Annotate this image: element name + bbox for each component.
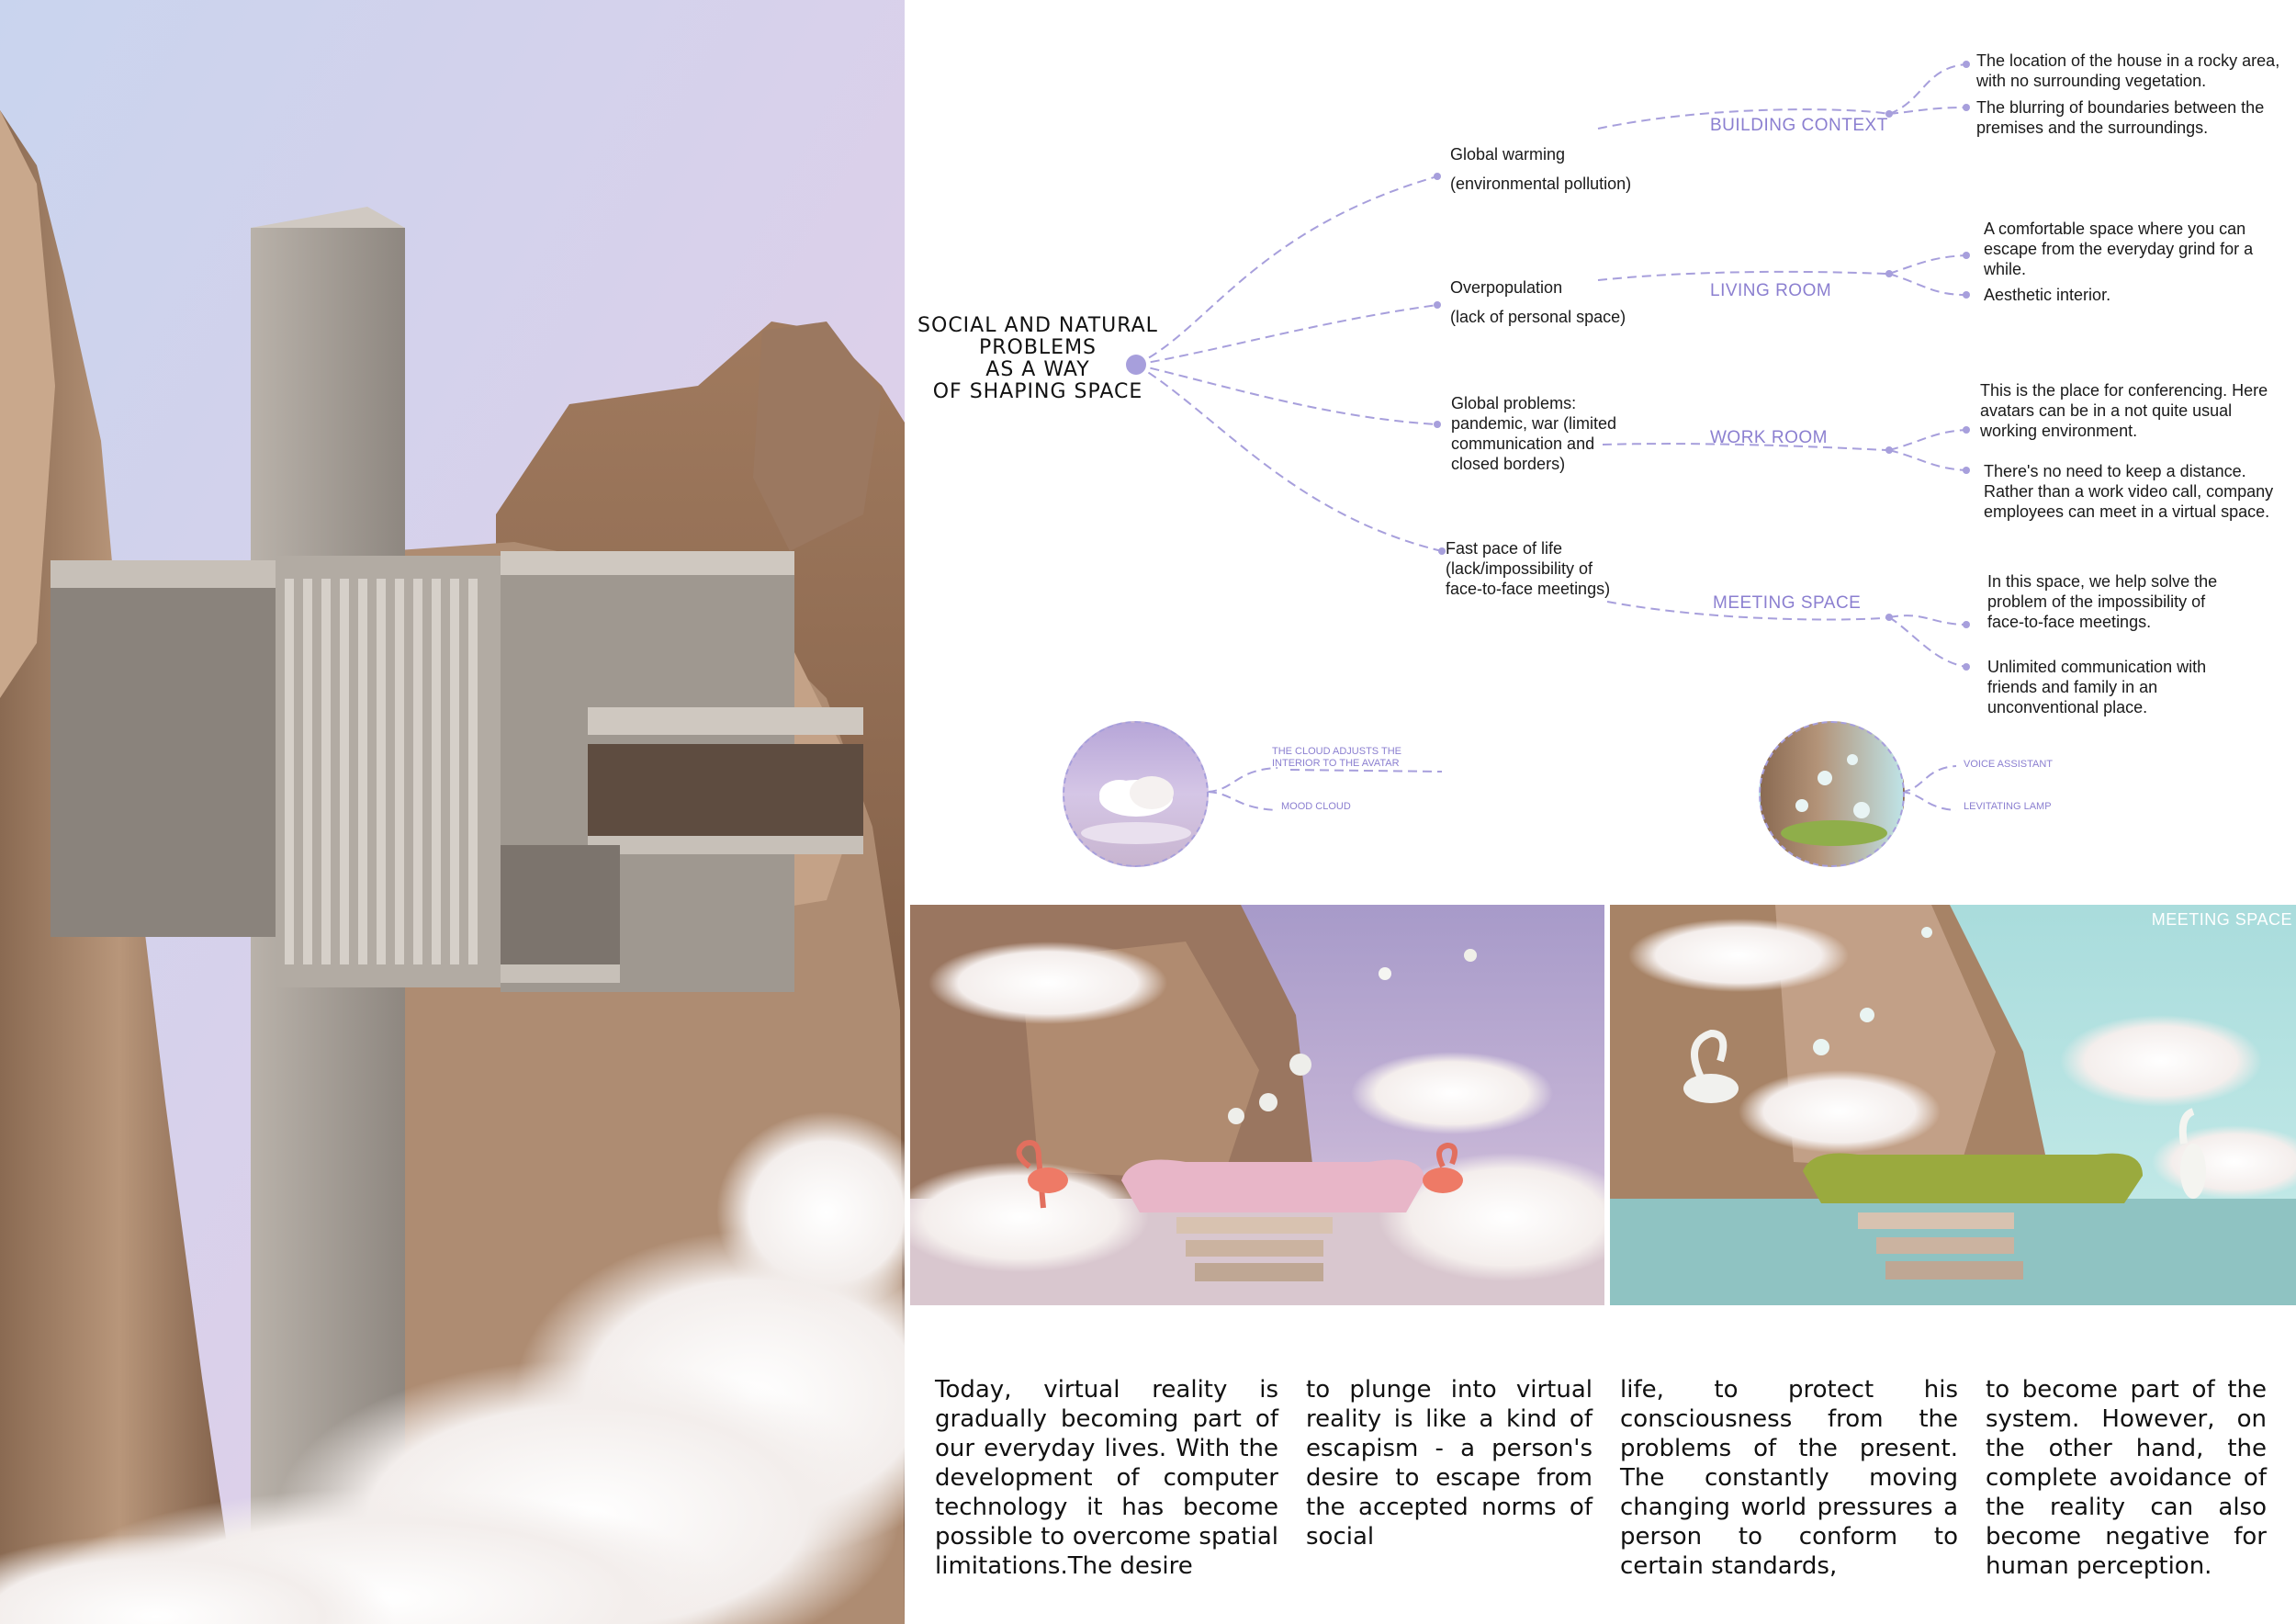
body-text-column-4: to become part of the system. However, on the other hand, the complete avoidance of the reality can also become negative for human perception. — [1986, 1376, 2267, 1580]
note-living-room-2: Aesthetic interior. — [1984, 286, 2111, 304]
mind-map-title: SOCIAL AND NATURAL PROBLEMS AS A WAY OF SHAPING SPACE — [917, 314, 1158, 403]
flamingo-lounge-illustration — [910, 905, 1604, 1305]
category-building-context: BUILDING CONTEXT — [1710, 116, 1888, 135]
hero-image-house-on-cliff — [0, 0, 905, 1624]
render-caption-meeting-space: MEETING SPACE — [2151, 910, 2292, 929]
problem-fast-pace-of-life: Fast pace of life (lack/impossibility of face-to-face meetings) — [1446, 539, 1611, 598]
hero-illustration — [0, 0, 905, 1624]
living-room-render — [910, 905, 1604, 1305]
meeting-space-render — [1610, 905, 2296, 1305]
mood-cloud-icon — [1064, 723, 1207, 865]
problem-global-warming: Global warming (environmental pollution) — [1450, 145, 1632, 193]
note-meeting-space-1: In this space, we help solve the problem of the impossibility of face-to-face meetings. — [1987, 572, 2218, 631]
mood-cloud-detail-image — [1063, 721, 1209, 867]
label-voice-assistant: VOICE ASSISTANT — [1964, 759, 2053, 770]
note-building-context-2: The blurring of boundaries between the premises and the surroundings. — [1976, 98, 2265, 137]
levitating-lamp-icon — [1761, 723, 1903, 865]
green-lounge-illustration — [1610, 905, 2296, 1305]
label-levitating-lamp: LEVITATING LAMP — [1964, 801, 2052, 812]
note-building-context-1: The location of the house in a rocky area, with no surrounding vegetation. — [1976, 51, 2280, 90]
label-mood-cloud: MOOD CLOUD — [1281, 801, 1351, 812]
body-text-column-1: Today, virtual reality is gradually becoming part of our everyday lives. With the development of computer technology it has become possible to overcome spatial limitations.The desire — [935, 1376, 1278, 1580]
levitating-lamp-detail-image — [1759, 721, 1905, 867]
mind-map — [905, 0, 2296, 900]
category-living-room: LIVING ROOM — [1710, 281, 1832, 300]
problem-global-problems: Global problems: pandemic, war (limited communication and closed borders) — [1451, 394, 1617, 473]
note-work-room-1: This is the place for conferencing. Here avatars can be in a not quite usual working environment. — [1980, 381, 2268, 440]
note-work-room-2: There's no need to keep a distance. Rather than a work video call, company employees can meet in a virtual space. — [1984, 462, 2274, 521]
body-text-column-2: to plunge into virtual reality is like a kind of escapism - a person's desire to escape from the accepted norms of social — [1306, 1376, 1593, 1551]
category-work-room: WORK ROOM — [1710, 428, 1828, 447]
label-cloud-adjusts-interior: THE CLOUD ADJUSTS THE INTERIOR TO THE AVATAR — [1272, 746, 1401, 769]
category-meeting-space: MEETING SPACE — [1713, 593, 1862, 613]
note-living-room-1: A comfortable space where you can escape from the everyday grind for a while. — [1984, 220, 2254, 278]
problem-overpopulation: Overpopulation (lack of personal space) — [1450, 278, 1626, 326]
note-meeting-space-2: Unlimited communication with friends and family in an unconventional place. — [1987, 658, 2207, 716]
body-text-column-3: life, to protect his consciousness from the problems of the present. The constantly moving changing world pressures a person to conform to certain standards, — [1620, 1376, 1958, 1580]
